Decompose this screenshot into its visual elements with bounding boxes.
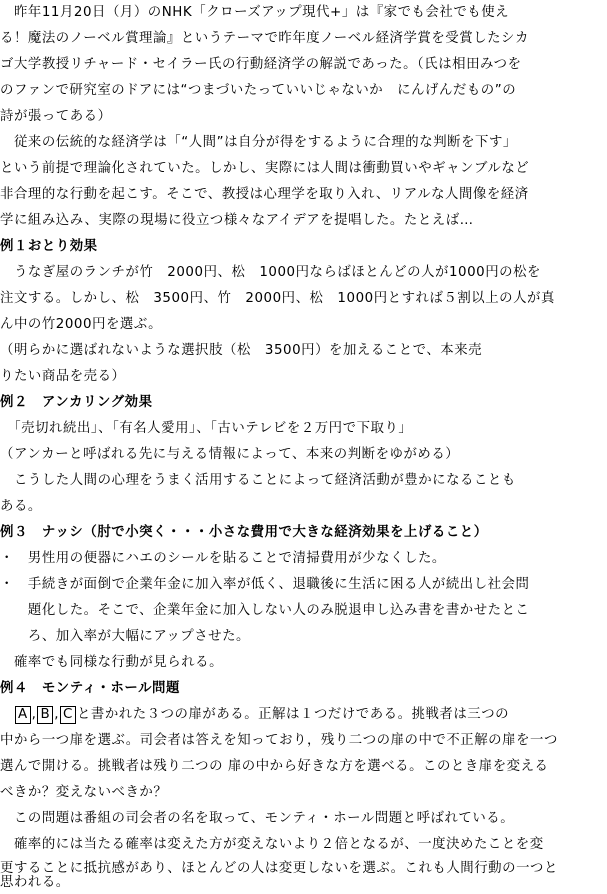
paragraph-line: 注文する。しかし、松 3500円、竹 2000円、松 1000円とすれば５割以上の人が真 [0, 291, 555, 306]
paragraph-line: 学に組み込み、実際の現場に役立つ様々なアイデアを提唱した。たとえば… [0, 213, 474, 228]
paragraph-line: 選んで開ける。挑戦者は残り二つの 扉の中から好きな方を選べる。このとき扉を変える [0, 759, 549, 774]
paragraph-line: 「売切れ続出」、「有名人愛用」、「古いテレビを２万円で下取り」 [0, 421, 413, 436]
door-a-label: A [15, 706, 31, 724]
paragraph-line: 思われる。 [0, 875, 70, 890]
paragraph-line: この問題は番組の司会者の名を取って、モンティ・ホール問題と呼ばれている。 [0, 811, 515, 826]
example-1-heading: 例１おとり効果 [0, 239, 98, 254]
example-2-heading: 例２ アンカリング効果 [0, 395, 153, 410]
door-b-label: B [37, 706, 53, 724]
bullet-item-continued: ろ、加入率が大幅にアップさせた。 [0, 629, 250, 644]
paragraph-line: ある。 [0, 499, 42, 514]
bullet-item: ・ 男性用の便器にハエのシールを貼ることで清掃費用が少なくした。 [0, 551, 446, 566]
paragraph-line: こうした人間の心理をうまく活用することによって経済活動が豊かになることも [0, 473, 516, 488]
paragraph-line: 中から一つ扉を選ぶ。司会者は答えを知っており，残り二つの扉の中で不正解の扉を一つ [0, 733, 558, 748]
paragraph-line: ん中の竹2000円を選ぶ。 [0, 317, 163, 332]
paragraph-line: （アンカーと呼ばれる先に与える情報によって、本来の判断をゆがめる） [0, 447, 460, 462]
doors-line: A , B , C と書かれた３つの扉がある。正解は１つだけである。挑戦者は三つの [0, 706, 509, 724]
paragraph-line: 従来の伝統的な経済学は「“人間”は自分が得をするように合理的な判断を下す」 [0, 135, 517, 150]
paragraph-line: 詩が張ってある） [0, 109, 112, 124]
door-c-label: C [60, 706, 76, 724]
paragraph-line: る！魔法のノーベル賞理論』というテーマで昨年度ノーベル経済学賞を受賞したシカ [0, 31, 529, 46]
bullet-item: ・ 手続きが面倒で企業年金に加入率が低く、退職後に生活に困る人が続出し社会問 [0, 577, 530, 592]
paragraph-line: ゴ大学教授リチャード・セイラー氏の行動経済学の解説であった。（氏は相田みつを [0, 57, 522, 72]
paragraph-line: うなぎ屋のランチが竹 2000円、松 1000円ならばほとんどの人が1000円の松を [0, 265, 541, 280]
paragraph-line: という前提で理論化されていた。しかし、実際には人間は衝動買いやギャンブルなど [0, 161, 530, 176]
paragraph-line: （明らかに選ばれないような選択肢（松 3500円）を加えることで、本来売 [0, 343, 483, 358]
example-4-heading: 例４ モンティ・ホール問題 [0, 681, 180, 696]
paragraph-line: 更することに抵抗感があり、ほとんどの人は変更しないを選ぶ。これも人間行動の一つと [0, 861, 558, 876]
paragraph-line: りたい商品を売る） [0, 369, 126, 384]
paragraph-line: のファンで研究室のドアには“つまづいたっていいじゃないか にんげんだもの”の [0, 83, 517, 98]
paragraph-line: 昨年11月20日（月）のNHK「クローズアップ現代+」は『家でも会社でも使え [0, 5, 510, 20]
bullet-item-continued: 題化した。そこで、企業年金に加入しない人のみ脱退申し込み書を書かせたとこ [0, 603, 530, 618]
paragraph-line: 確率的には当たる確率は変えた方が変えないより２倍となるが、一度決めたことを変 [0, 837, 544, 852]
example-3-heading: 例３ ナッシ（肘で小突く・・・小さな費用で大きな経済効果を上げること） [0, 525, 488, 540]
paragraph-line: べきか？変えないべきか？ [0, 785, 168, 800]
doors-description: と書かれた３つの扉がある。正解は１つだけである。挑戦者は三つの [76, 707, 510, 722]
paragraph-line: 非合理的な行動を起こす。そこで、教授は心理学を取り入れ、リアルな人間像を経済 [0, 187, 529, 202]
paragraph-line: 確率でも同様な行動が見られる。 [0, 655, 224, 670]
